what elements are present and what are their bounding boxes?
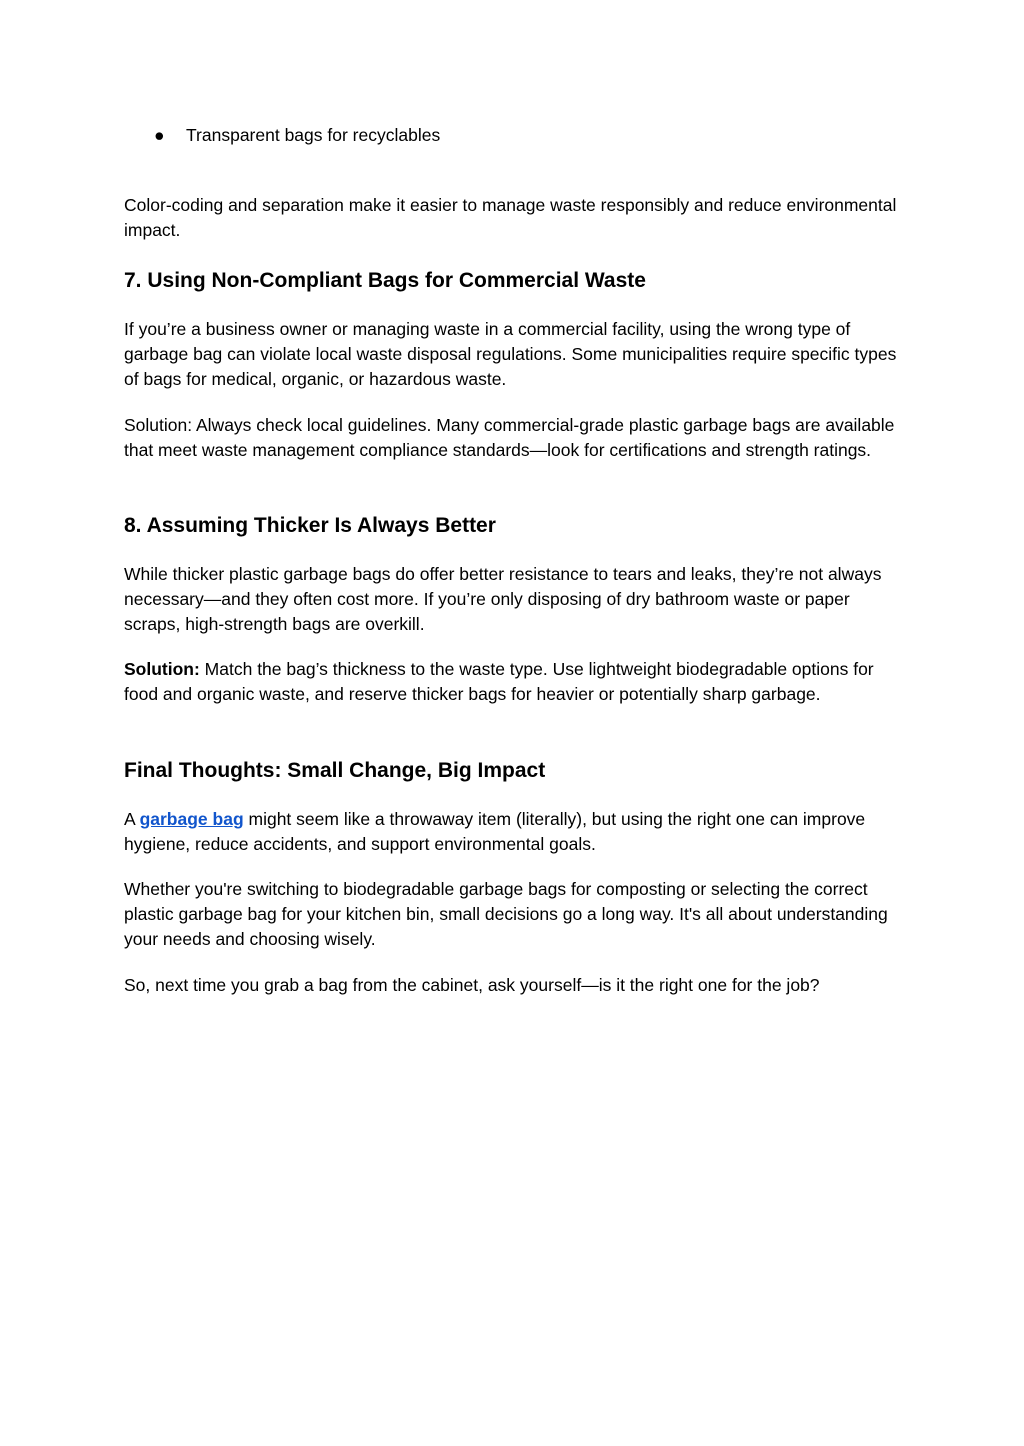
- solution-text: Match the bag’s thickness to the waste type. Use lightweight biodegradable options for food and organic waste, and reserve thicker bags for heavier or potentially sharp garbage.: [124, 659, 874, 704]
- garbage-bag-link[interactable]: garbage bag: [139, 809, 244, 829]
- final-paragraph-1: [124, 807, 904, 857]
- section-7-paragraph-1: If you’re a business owner or managing waste in a commercial facility, using the wrong type of garbage bag can violate local waste disposal regulations. Some municipalities require specific types of bags for medical, organic, or hazardous waste.: [124, 319, 897, 389]
- final-paragraph-3: So, next time you grab a bag from the cabinet, ask yourself—is it the right one for the job?: [124, 975, 820, 995]
- list-item: [154, 123, 440, 148]
- section-8-heading: 8. Assuming Thicker Is Always Better: [124, 514, 496, 537]
- solution-label: Solution:: [124, 659, 200, 679]
- final-paragraph-1-prefix: A: [124, 809, 140, 829]
- bullet-icon: ●: [154, 125, 165, 145]
- final-paragraph-2: Whether you're switching to biodegradable garbage bags for composting or selecting the correct plastic garbage bag for your kitchen bin, small decisions go a long way. It's all about understanding your needs and choosing wisely.: [124, 879, 888, 949]
- paragraph-color-coding: Color-coding and separation make it easier to manage waste responsibly and reduce environmental impact.: [124, 195, 897, 240]
- list-item-text: Transparent bags for recyclables: [186, 125, 441, 145]
- final-thoughts-heading: Final Thoughts: Small Change, Big Impact: [124, 759, 546, 782]
- section-8-solution-paragraph: [124, 657, 904, 707]
- final-paragraph-1-suffix: might seem like a throwaway item (literally), but using the right one can improve hygiene, reduce accidents, and support environmental goals.: [124, 809, 866, 854]
- section-7-paragraph-2: Solution: Always check local guidelines. Many commercial-grade plastic garbage bags are available that meet waste management compliance standards—look for certifications and strength ratings.: [124, 415, 895, 460]
- section-7-heading: 7. Using Non-Compliant Bags for Commercial Waste: [124, 269, 646, 292]
- section-8-paragraph-1: While thicker plastic garbage bags do offer better resistance to tears and leaks, they’re not always necessary—and they often cost more. If you’re only disposing of dry bathroom waste or paper scraps, high-strength bags are overkill.: [124, 564, 882, 634]
